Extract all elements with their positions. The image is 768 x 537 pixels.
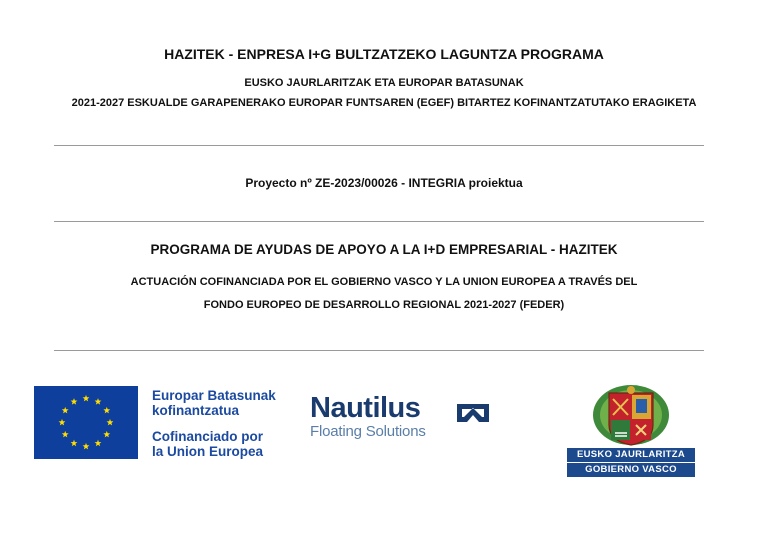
eu-star-icon (83, 443, 90, 450)
subtitle-funders: EUSKO JAURLARITZAK ETA EUROPAR BATASUNAK (244, 77, 524, 89)
divider (54, 350, 704, 351)
eu-stars (34, 386, 138, 459)
ej-name-bar: EUSKO JAURLARITZA (567, 448, 695, 462)
eu-star-icon (59, 419, 66, 426)
ej-spanish-bar: GOBIERNO VASCO (567, 463, 695, 477)
eu-text-line-3: Cofinanciado por (152, 429, 263, 444)
eu-cofinancing-text (152, 388, 276, 459)
nautilus-tagline: Floating Solutions (310, 423, 426, 440)
eu-star-icon (71, 440, 78, 447)
eu-text-line-4: la Union Europea (152, 444, 264, 459)
eu-star-icon (103, 431, 110, 438)
divider (54, 221, 704, 222)
divider (54, 145, 704, 146)
eu-star-icon (95, 398, 102, 405)
eu-flag-icon (34, 386, 138, 459)
main-title: HAZITEK - ENPRESA I+G BULTZATZEKO LAGUNTZA PROGRAMA (164, 46, 604, 62)
spanish-line-1: ACTUACIÓN COFINANCIADA POR EL GOBIERNO VASCO Y LA UNION EUROPEA A TRAVÉS DEL (130, 276, 638, 288)
eu-text-line-1: Europar Batasunak (152, 388, 276, 403)
eu-star-icon (103, 407, 110, 414)
eu-star-icon (62, 431, 69, 438)
eu-text-line-2: kofinantzatua (152, 403, 240, 418)
eu-star-icon (83, 395, 90, 402)
coat-of-arms-icon (591, 381, 671, 452)
spanish-title: PROGRAMA DE AYUDAS DE APOYO A LA I+D EMPRESARIAL - HAZITEK (150, 242, 618, 257)
nautilus-logo (310, 393, 426, 440)
nautilus-name: Nautilus (310, 392, 421, 424)
subtitle-operation: 2021-2027 ESKUALDE GARAPENERAKO EUROPAR FUNTSAREN (EGEF) BITARTEZ KOFINANTZATUTAKO ERAGIKETA (71, 97, 697, 109)
spanish-line-2: FONDO EUROPEO DE DESARROLLO REGIONAL 2021-2027 (FEDER) (203, 299, 565, 311)
project-line: Proyecto nº ZE-2023/00026 - INTEGRIA proiektua (245, 176, 523, 190)
eu-star-icon (95, 440, 102, 447)
nautilus-mark-icon (455, 402, 491, 429)
eu-star-icon (62, 407, 69, 414)
eu-star-icon (107, 419, 114, 426)
eu-star-icon (71, 398, 78, 405)
